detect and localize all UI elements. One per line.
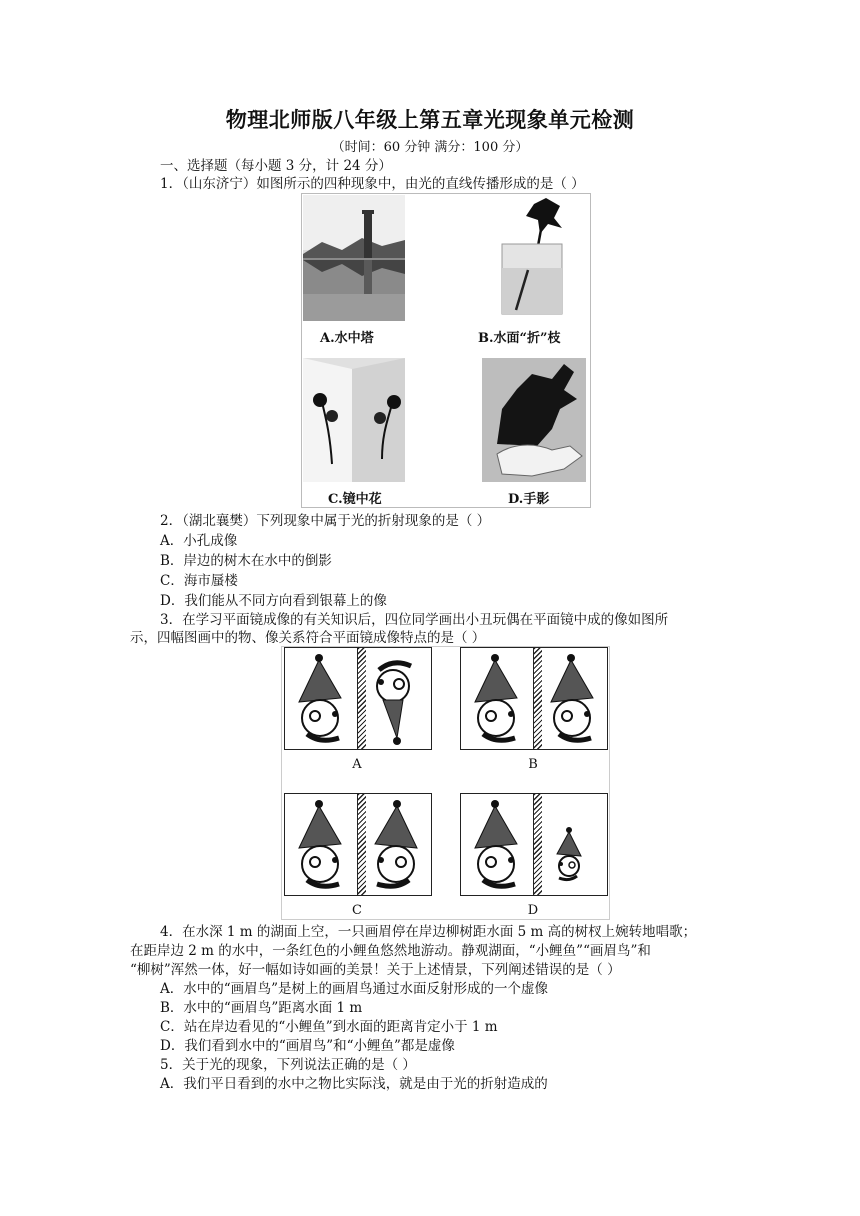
clown-image-same-icon: [551, 654, 593, 740]
label-a: A: [352, 757, 362, 772]
caption-b: B.水面“折”枝: [478, 331, 561, 346]
q2-option-a: A．小孔成像: [160, 533, 238, 549]
label-b: B: [528, 757, 538, 772]
question-5-stem: 5．关于光的现象，下列说法正确的是（ ）: [160, 1057, 416, 1073]
panel-d: [460, 793, 608, 896]
q4-option-c: C．站在岸边看见的“小鲤鱼”到水面的距离肯定小于 1 m: [160, 1019, 498, 1035]
caption-c: C.镜中花: [328, 492, 382, 507]
clown-image-small-icon: [557, 827, 581, 880]
question-1-stem: 1．（山东济宁）如图所示的四种现象中，由光的直线传播形成的是（ ）: [160, 176, 585, 192]
caption-a: A.水中塔: [320, 331, 374, 346]
caption-d: D.手影: [508, 492, 550, 507]
page-subtitle: （时间：60 分钟 满分：100 分）: [331, 140, 529, 155]
page-title: 物理北师版八年级上第五章光现象单元检测: [225, 107, 635, 132]
q4-option-a: A．水中的“画眉鸟”是树上的画眉鸟通过水面反射形成的一个虚像: [160, 981, 549, 997]
clown-object-icon: [299, 800, 341, 886]
question-1-figure: [301, 193, 591, 508]
q5-option-a: A．我们平日看到的水中之物比实际浅，就是由于光的折射造成的: [160, 1076, 548, 1092]
photo-water-tower: [303, 195, 405, 321]
question-2-stem: 2．（湖北襄樊）下列现象中属于光的折射现象的是（ ）: [160, 513, 491, 529]
q4-option-d: D．我们看到水中的“画眉鸟”和“小鲤鱼”都是虚像: [160, 1038, 455, 1054]
photo-mirror-flower: [303, 358, 405, 482]
panel-a: [284, 647, 432, 750]
clown-image-mirrored-icon: [375, 800, 417, 886]
clown-object-icon: [475, 800, 517, 886]
question-4-line-1: 4．在水深 1 m 的湖面上空，一只画眉停在岸边柳树距水面 5 m 高的树杈上婉转地唱歌；: [160, 924, 697, 940]
q4-option-b: B．水中的“画眉鸟”距离水面 1 m: [160, 1000, 363, 1016]
panel-b: [460, 647, 608, 750]
q2-option-b: B．岸边的树木在水中的倒影: [160, 553, 332, 569]
photo-hand-shadow: [482, 358, 586, 482]
photo-bent-stem: [486, 195, 590, 321]
panel-c: [284, 793, 432, 896]
clown-image-rotated-icon: [377, 663, 411, 745]
section-heading: 一、选择题（每小题 3 分，计 24 分）: [160, 158, 392, 174]
q2-option-c: C．海市蜃楼: [160, 573, 238, 589]
label-c: C: [352, 903, 362, 918]
clown-object-icon: [299, 654, 341, 740]
question-4-line-2: 在距岸边 2 m 的水中，一条红色的小鲤鱼悠然地游动。静观湖面，“小鲤鱼”“画眉鸟”和: [130, 943, 651, 959]
q2-option-d: D．我们能从不同方向看到银幕上的像: [160, 593, 387, 609]
clown-object-icon: [475, 654, 517, 740]
question-3-figure: [281, 646, 610, 920]
label-d: D: [527, 903, 539, 918]
question-4-line-3: “柳树”浑然一体，好一幅如诗如画的美景！关于上述情景，下列阐述错误的是（ ）: [130, 962, 621, 978]
question-3-line-1: 3．在学习平面镜成像的有关知识后，四位同学画出小丑玩偶在平面镜中成的像如图所: [160, 612, 669, 628]
question-3-line-2: 示，四幅图画中的物、像关系符合平面镜成像特点的是（ ）: [130, 630, 486, 646]
